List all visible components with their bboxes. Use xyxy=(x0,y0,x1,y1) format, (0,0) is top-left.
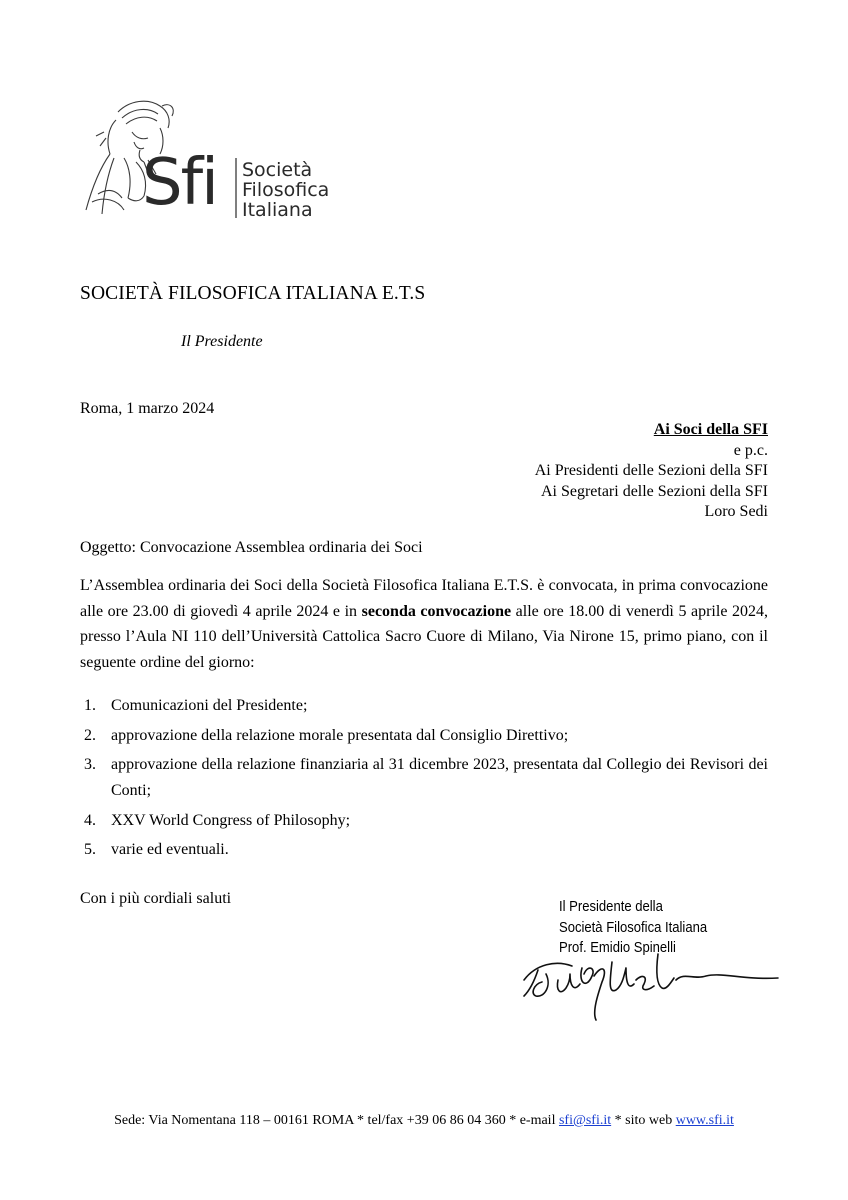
agenda-text: approvazione della relazione finanziaria al 31 dicembre 2023, presentata dal Collegio dei Revisori dei Conti; xyxy=(111,756,768,799)
logo-monogram: Sfi xyxy=(142,146,217,220)
agenda-item xyxy=(80,693,768,719)
agenda-number: 5. xyxy=(84,841,96,859)
closing-salutation: Con i più cordiali saluti xyxy=(80,890,232,907)
recipient-line: Ai Segretari delle Sezioni della SFI xyxy=(540,482,768,500)
logo-line-2: Filosofica xyxy=(242,179,330,201)
subject-line: Oggetto: Convocazione Assemblea ordinaria dei Soci xyxy=(80,539,423,556)
body-text-part: L’Assemblea ordinaria dei Soci della Società Filosofica Italiana E.T.S. è convocata, in prima convocazione alle ore 23.00 di giovedì 4 aprile 2024 e in xyxy=(80,577,768,620)
agenda-item xyxy=(80,723,768,749)
agenda-number: 4. xyxy=(84,811,96,829)
agenda-text: varie ed eventuali. xyxy=(111,841,229,859)
sfi-logo xyxy=(78,98,378,228)
footer-email-link[interactable]: sfi@sfi.it xyxy=(558,1113,612,1128)
footer-address: Sede: Via Nomentana 118 – 00161 ROMA * tel/fax +39 06 86 04 360 * e-mail xyxy=(114,1113,559,1128)
agenda-text: Comunicazioni del Presidente; xyxy=(111,697,308,714)
recipient-line: Ai Presidenti delle Sezioni della SFI xyxy=(534,462,768,479)
body-paragraph xyxy=(80,573,768,675)
footer-web-label: * sito web xyxy=(611,1113,676,1128)
agenda-item xyxy=(80,752,768,803)
body-text-bold: seconda convocazione xyxy=(361,602,512,620)
agenda-number: 1. xyxy=(84,697,96,714)
signature-line: Il Presidente della xyxy=(559,898,663,915)
footer-website-link[interactable]: www.sfi.it xyxy=(675,1113,734,1128)
main-recipient: Ai Soci della SFI xyxy=(653,421,768,438)
cc-label: e p.c. xyxy=(733,441,768,459)
signature-line: Società Filosofica Italiana xyxy=(559,918,708,936)
agenda-number: 2. xyxy=(84,726,96,744)
place-date: Roma, 1 marzo 2024 xyxy=(80,400,215,417)
agenda-number: 3. xyxy=(84,756,96,774)
agenda-item xyxy=(80,837,768,863)
body-text-part: alle ore 18.00 di venerdì 5 aprile 2024, presso l’Aula NI 110 dell’Università Cattolica Sacro Cuore di Milano, Via Nirone 15, primo piano, con il seguente ordine del giorno: xyxy=(80,602,768,671)
logo-line-1: Società xyxy=(242,159,313,181)
agenda-text: approvazione della relazione morale presentata dal Consiglio Direttivo; xyxy=(111,726,569,744)
recipients-block xyxy=(535,420,768,523)
recipient-line: Loro Sedi xyxy=(704,503,768,520)
signature-line: Prof. Emidio Spinelli xyxy=(559,939,676,956)
agenda-text: XXV World Congress of Philosophy; xyxy=(111,811,351,829)
handwritten-signature xyxy=(516,940,786,1025)
footer xyxy=(0,1113,848,1129)
organization-title: SOCIETÀ FILOSOFICA ITALIANA E.T.S xyxy=(80,283,426,304)
president-role: Il Presidente xyxy=(181,333,263,350)
logo-line-3: Italiana xyxy=(242,199,313,221)
agenda-list xyxy=(80,693,768,867)
agenda-item xyxy=(80,808,768,834)
